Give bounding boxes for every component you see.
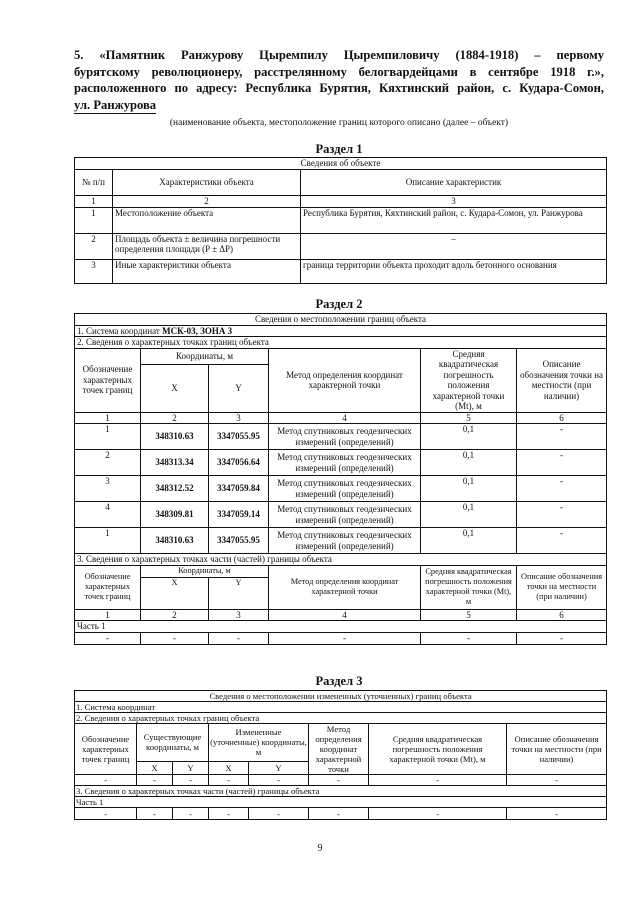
empty-cell: -: [249, 808, 309, 820]
point-mt: 0,1: [421, 528, 517, 554]
col-char-header: Характеристики объекта: [113, 170, 301, 196]
index-cell: 2: [141, 609, 209, 621]
col-x-header: X: [137, 761, 173, 774]
empty-cell: -: [75, 808, 137, 820]
col-method-header: Метод определения координат характерной точки: [309, 724, 369, 775]
empty-cell: -: [209, 808, 249, 820]
index-cell: 2: [141, 412, 209, 424]
heading-line-4: [74, 97, 604, 114]
index-cell: 1: [75, 609, 141, 621]
point-x: 348309.81: [141, 502, 209, 528]
row-desc: граница территории объекта проходит вдоль бетонного основания: [301, 259, 607, 283]
table-row: [75, 808, 607, 820]
col-num-header: № п/п: [75, 170, 113, 196]
col-y-header: Y: [173, 761, 209, 774]
row-num: 3: [75, 259, 113, 283]
empty-cell: -: [141, 632, 209, 644]
index-cell: 6: [517, 609, 607, 621]
coord-system-row: [75, 325, 607, 337]
index-cell: 1: [75, 412, 141, 424]
table-row: [75, 632, 607, 644]
section2-table: [74, 313, 607, 645]
section1-table: [74, 157, 607, 284]
index-cell: 3: [301, 196, 607, 208]
parts-header: 3. Сведения о характерных точках части (частей) границы объекта: [75, 786, 607, 797]
index-cell: 5: [421, 609, 517, 621]
empty-cell: -: [209, 775, 249, 786]
heading-line-4-text: ул. Ранжурова: [74, 97, 157, 112]
table-row: [75, 424, 607, 450]
table-row: [75, 259, 607, 283]
col-coords-header: Координаты, м: [141, 348, 269, 364]
empty-cell: -: [369, 775, 507, 786]
object-heading: [74, 47, 604, 113]
col-method-header: Метод определения координат характерной точки: [269, 348, 421, 412]
row-num: 1: [75, 207, 113, 233]
empty-cell: -: [269, 632, 421, 644]
col-x-header: X: [141, 577, 209, 609]
point-desc: -: [517, 476, 607, 502]
table-row: [75, 476, 607, 502]
row-char: Иные характеристики объекта: [113, 259, 301, 283]
point-y: 3347059.14: [209, 502, 269, 528]
table-row: [75, 502, 607, 528]
points-header: 2. Сведения о характерных точках границ объекта: [75, 713, 607, 724]
parts-header: 3. Сведения о характерных точках части (частей) границы объекта: [75, 554, 607, 566]
points-header: 2. Сведения о характерных точках границ объекта: [75, 337, 607, 349]
col-description-header: Описание обозначения точки на местности (при наличии): [507, 724, 607, 775]
point-y: 3347055.95: [209, 528, 269, 554]
section3-header: Сведения о местоположении измененных (уточненных) границ объекта: [75, 691, 607, 702]
heading-line-1: 5. «Памятник Ранжурову Цыремпилу Цыремпиловичу (1884-1918) – первому: [74, 48, 604, 62]
point-x: 348312.52: [141, 476, 209, 502]
section1-title: Раздел 1: [315, 142, 363, 156]
table-row: [75, 528, 607, 554]
col-description-header: Описание обозначения точки на местности (при наличии): [517, 348, 607, 412]
col-x-header: X: [141, 364, 209, 412]
index-cell: 3: [209, 412, 269, 424]
section3-title: Раздел 3: [315, 674, 363, 688]
row-char: Местоположение объекта: [113, 207, 301, 233]
empty-cell: -: [137, 808, 173, 820]
row-desc: Республика Бурятия, Кяхтинский район, с. Кудара-Сомон, ул. Ранжурова: [301, 207, 607, 233]
col-y-header: Y: [209, 577, 269, 609]
empty-cell: -: [369, 808, 507, 820]
point-y: 3347056.64: [209, 450, 269, 476]
point-method: Метод спутниковых геодезических измерений (определений): [269, 476, 421, 502]
page-number: 9: [317, 843, 323, 854]
empty-cell: -: [249, 775, 309, 786]
point-desc: -: [517, 528, 607, 554]
row-char: Площадь объекта ± величина погрешности определения площади (P ± ΔP): [113, 233, 301, 259]
empty-cell: -: [75, 632, 141, 644]
section1-header: Сведения об объекте: [75, 158, 607, 170]
empty-cell: -: [507, 775, 607, 786]
col-y-header: Y: [209, 364, 269, 412]
index-cell: 6: [517, 412, 607, 424]
empty-cell: -: [173, 775, 209, 786]
coord-system-label: 1. Система координат: [77, 325, 163, 336]
empty-cell: -: [75, 775, 137, 786]
point-method: Метод спутниковых геодезических измерений (определений): [269, 424, 421, 450]
section2-title: Раздел 2: [315, 297, 363, 311]
coord-system-row: 1. Система координат: [75, 702, 607, 713]
empty-cell: -: [137, 775, 173, 786]
index-cell: 5: [421, 412, 517, 424]
point-y: 3347055.95: [209, 424, 269, 450]
empty-cell: -: [309, 775, 369, 786]
point-desc: -: [517, 450, 607, 476]
heading-line-3: расположенного по адресу: Республика Бурятия, Кяхтинский район, с. Кудара-Сомон,: [74, 81, 604, 95]
point-method: Метод спутниковых геодезических измерений (определений): [269, 450, 421, 476]
col-existing-header: Существующие координаты, м: [137, 724, 209, 762]
point-mt: 0,1: [421, 450, 517, 476]
point-mt: 0,1: [421, 502, 517, 528]
empty-cell: -: [507, 808, 607, 820]
empty-cell: -: [309, 808, 369, 820]
point-mt: 0,1: [421, 476, 517, 502]
col-desc-header: Описание характеристик: [301, 170, 607, 196]
col-designation-header: Обозначение характерных точек границ: [75, 348, 141, 412]
index-cell: 1: [75, 196, 113, 208]
col-y-header: Y: [249, 761, 309, 774]
point-id: 4: [75, 502, 141, 528]
col-description-header: Описание обозначения точки на местности (при наличии): [517, 565, 607, 609]
point-y: 3347059.84: [209, 476, 269, 502]
point-x: 348313.34: [141, 450, 209, 476]
col-accuracy-header: Средняя квадратическая погрешность положения характерной точки (Mt), м: [421, 565, 517, 609]
point-id: 1: [75, 528, 141, 554]
section3-table: [74, 690, 607, 820]
col-method-header: Метод определения координат характерной точки: [269, 565, 421, 609]
index-cell: 4: [269, 609, 421, 621]
point-id: 1: [75, 424, 141, 450]
table-row: [75, 207, 607, 233]
index-cell: 3: [209, 609, 269, 621]
table-row: [75, 450, 607, 476]
col-coords-header: Координаты, м: [141, 565, 269, 577]
part-label: Часть 1: [75, 797, 607, 808]
object-caption: (наименование объекта, местоположение границ которого описано (далее – объект): [169, 118, 509, 128]
heading-line-2: бурятскому революционеру, расстрелянному белогвардейцами в сентябре 1918 г.»,: [74, 64, 604, 79]
empty-cell: -: [517, 632, 607, 644]
index-cell: 2: [113, 196, 301, 208]
section2-header: Сведения о местоположении границ объекта: [75, 314, 607, 326]
row-desc: –: [301, 233, 607, 259]
point-method: Метод спутниковых геодезических измерений (определений): [269, 528, 421, 554]
empty-cell: -: [421, 632, 517, 644]
col-x-header: X: [209, 761, 249, 774]
col-designation-header: Обозначение характерных точек границ: [75, 565, 141, 609]
point-x: 348310.63: [141, 424, 209, 450]
point-mt: 0,1: [421, 424, 517, 450]
point-id: 2: [75, 450, 141, 476]
point-desc: -: [517, 502, 607, 528]
point-x: 348310.63: [141, 528, 209, 554]
point-method: Метод спутниковых геодезических измерений (определений): [269, 502, 421, 528]
coord-system-value: МСК-03, ЗОНА 3: [162, 325, 233, 336]
row-num: 2: [75, 233, 113, 259]
table-row: [75, 775, 607, 786]
empty-cell: -: [173, 808, 209, 820]
empty-cell: -: [209, 632, 269, 644]
point-desc: -: [517, 424, 607, 450]
point-id: 3: [75, 476, 141, 502]
part-label: Часть 1: [75, 621, 607, 633]
col-accuracy-header: Средняя квадратическая погрешность положения характерной точки (Mt), м: [421, 348, 517, 412]
table-row: [75, 233, 607, 259]
col-designation-header: Обозначение характерных точек границ: [75, 724, 137, 775]
col-accuracy-header: Средняя квадратическая погрешность положения характерной точки (Mt), м: [369, 724, 507, 775]
col-changed-header: Измененные (уточненные) координаты, м: [209, 724, 309, 762]
index-cell: 4: [269, 412, 421, 424]
